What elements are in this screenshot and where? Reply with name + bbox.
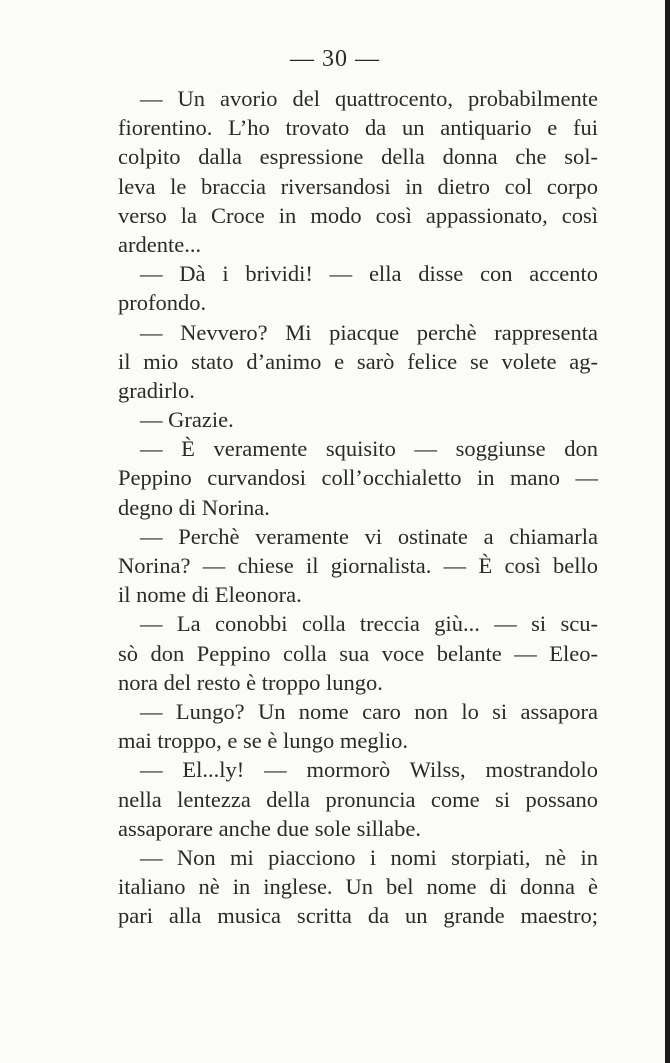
text-line: — La conobbi colla treccia giù... — si scu- — [140, 611, 598, 637]
text-line: italiano nè in inglese. Un bel nome di donna è — [118, 874, 598, 900]
text-line: fiorentino. L’ho trovato da un antiquario e fui — [118, 115, 598, 141]
text-line: gradirlo. — [118, 377, 195, 403]
text-line: — Perchè veramente vi ostinate a chiamarla — [140, 523, 598, 549]
text-line: pari alla musica scritta da un grande maestro; — [118, 903, 598, 929]
text-line: — Non mi piacciono i nomi storpiati, nè in — [140, 844, 598, 870]
text-line: assaporare anche due sole sillabe. — [118, 815, 421, 841]
page-number: — 30 — — [290, 46, 380, 72]
text-line: — El...ly! — mormorò Wilss, mostrandolo — [140, 757, 598, 783]
text-line: verso la Croce in modo così appassionato, così — [118, 202, 598, 228]
text-line: colpito dalla espressione della donna che sol- — [118, 144, 598, 170]
text-line: — Grazie. — [140, 407, 234, 433]
text-line: nora del resto è troppo lungo. — [118, 669, 383, 695]
text-line: leva le braccia riversandosi in dietro col corpo — [118, 173, 598, 199]
text-line: degno di Norina. — [118, 494, 270, 520]
text-line: profondo. — [118, 290, 207, 316]
text-line: sò don Peppino colla sua voce belante — Eleo- — [118, 640, 598, 666]
page-edge-shadow — [665, 0, 670, 1063]
text-line: — Lungo? Un nome caro non lo si assapora — [140, 698, 598, 724]
text-line: Peppino curvandosi coll’occhialetto in mano — — [118, 465, 598, 491]
text-line: mai troppo, e se è lungo meglio. — [118, 728, 408, 754]
text-line: — Dà i brividi! — ella disse con accento — [140, 261, 598, 287]
text-line: — Un avorio del quattrocento, probabilmente — [140, 86, 598, 111]
text-line: il mio stato d’animo e sarò felice se volete ag- — [118, 348, 598, 374]
text-line: Norina? — chiese il giornalista. — È così bello — [118, 553, 598, 578]
text-line: ardente... — [118, 231, 202, 257]
text-line: il nome di Eleonora. — [118, 582, 302, 608]
text-line: — Nevvero? Mi piacque perchè rappresenta — [140, 319, 598, 345]
body-text — [118, 84, 598, 930]
text-line: — È veramente squisito — soggiunse don — [140, 436, 598, 462]
text-line: nella lentezza della pronuncia come si possano — [118, 786, 598, 812]
